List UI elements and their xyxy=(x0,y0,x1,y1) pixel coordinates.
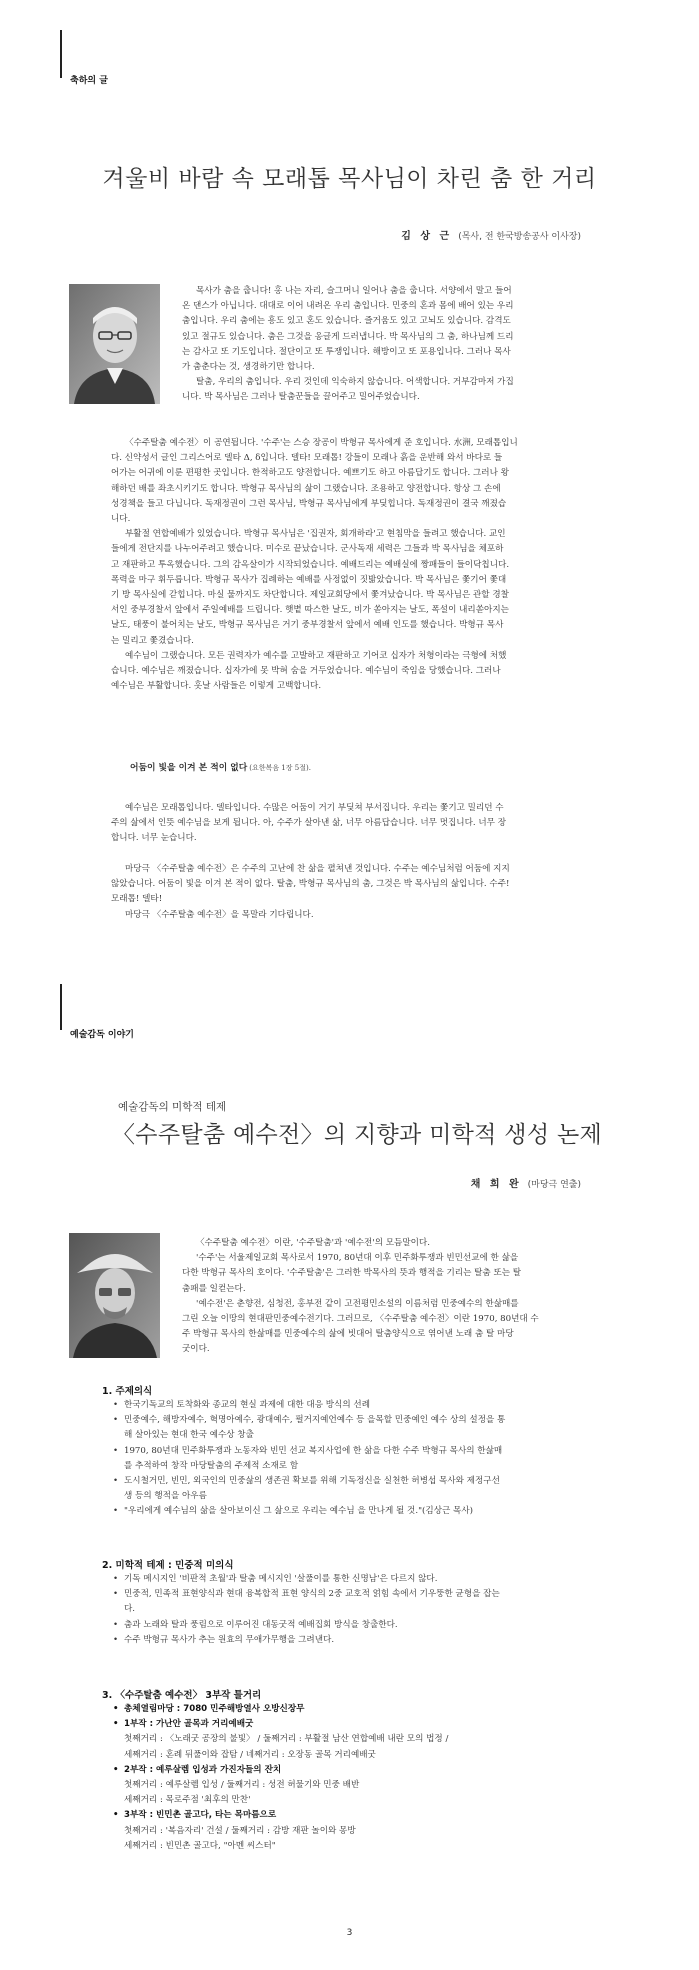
quote-ref: (요한복음 1장 5절). xyxy=(249,764,311,772)
body-line: 날도, 태풍이 불어치는 날도, 박형규 목사님은 거기 중부경찰서 앞에서 예배 인도를 했습니다. 박형규 목사 xyxy=(111,620,504,631)
part-detail: 세째거리 : 혼례 뒤풀이와 잡탐 / 네째거리 : 오장동 골목 거리예배굿 xyxy=(124,1749,376,1760)
part-detail: 세째거리 : 빈민촌 골고다, "아멘 씨스터" xyxy=(124,1840,276,1851)
bullet-text: 1970, 80년대 민주화투쟁과 노동자와 빈민 선교 복지사업에 한 삶을 다한 수주 박형규 목사의 한삶매 xyxy=(124,1445,503,1456)
heading-aesthetic: 2. 미학적 테제 : 민중적 미의식 xyxy=(102,1560,234,1571)
bullet-item xyxy=(113,1398,633,1413)
body-line: 어가는 어귀에 이룬 편평한 곳입니다. 한적하고도 양전합니다. 예쁘기도 하고 아름답기도 합니다. 그러나 왕 xyxy=(111,468,509,479)
section2-author-role: (마당극 연출) xyxy=(527,1180,581,1190)
section1-intro xyxy=(182,284,622,406)
bullet-text: 춤과 노래와 탈과 풍림으로 이루어진 대동굿적 예배집회 방식을 창출한다. xyxy=(124,1619,398,1630)
part-heading: • 3부작 : 빈민촌 골고다, 타는 목마름으로 xyxy=(113,1808,633,1823)
section1-body-c xyxy=(111,862,631,923)
body-line: 합니다. 너무 눈습니다. xyxy=(111,833,197,844)
section2-intro xyxy=(182,1236,622,1358)
body-line: 니다. xyxy=(111,514,131,525)
body-line: 않았습니다. 어둠이 빛을 이겨 본 적이 없다. 탈춤, 박형규 목사님의 춤, 그것은 박 목사님의 삶입니다. 수주! xyxy=(111,879,510,890)
intro-line: '수주'는 서울제일교회 목사로서 1970, 80년대 이후 민주화투쟁과 빈민선교에 한 삶을 xyxy=(196,1253,519,1264)
body-line: 마당극 〈수주탈춤 예수전〉은 수주의 고난에 찬 삶을 펼쳐낸 것입니다. 수주는 예수님처럼 어둠에 지지 xyxy=(125,864,510,874)
body-line: 서인 중부경찰서 앞에서 주일예배를 드립니다. 햇볕 따스한 날도, 비가 쏟아지는 날도, 폭설이 내리쏟아지는 xyxy=(111,605,509,616)
bullet-text: "우리에게 예수님의 삶을 살아보이신 그 삶으로 우리는 예수님 을 만나게 될 것."(김상근 목사) xyxy=(124,1506,473,1517)
intro-line: 니다. 박 목사님은 그러나 탈춤꾼들을 끌어주고 밀어주었습니다. xyxy=(182,392,420,403)
body-line: 폭력을 마구 휘두릅니다. 박형규 목사가 집례하는 예배를 사정없이 짓밟았습니다. 박 목사님은 쫓기어 쫓대 xyxy=(111,574,507,585)
section1-title: 겨울비 바람 속 모래톱 목사님이 차린 춤 한 거리 xyxy=(102,166,597,192)
heading-trilogy: 3. 〈수주탈춤 예수전〉 3부작 틀거리 xyxy=(102,1690,262,1701)
part-heading: • 2부작 : 예루살렘 입성과 가진자들의 잔치 xyxy=(113,1763,633,1778)
intro-line: 춤패를 일컫는다. xyxy=(182,1283,246,1294)
bullet-text: 를 추적하여 창작 마당탈춤의 주제적 소재로 함 xyxy=(124,1460,299,1471)
section1-body-b xyxy=(111,801,631,847)
body-line: 주의 삶에서 인뜻 예수님을 보게 됩니다. 아, 수주가 살아낸 삶, 너무 아름답습니다. 너무 멋집니다. 너무 장 xyxy=(111,818,506,829)
section2-rule xyxy=(60,984,62,1030)
intro-line: '예수전'은 춘향전, 심청전, 홍부전 같이 고전평민소설의 이름처럼 민중예수의 한삶매를 xyxy=(196,1298,519,1309)
author-photo-chae xyxy=(69,1233,160,1358)
intro-line: 탈춤, 우리의 춤입니다. 우리 것인데 익숙하지 않습니다. 어색합니다. 거부감마저 가집 xyxy=(196,377,514,388)
bullet-text: 기독 메시지인 '비판적 초월'과 탈춤 메시지인 '살풀이를 통한 신명남'은 다르지 않다. xyxy=(124,1574,438,1584)
bullet-item xyxy=(113,1474,633,1504)
intro-line: 〈수주탈춤 예수전〉이란, '수주탈춤'과 '예수전'의 모듬말이다. xyxy=(196,1238,430,1248)
intro-line: 있고 절규도 있습니다. 춤은 그것을 옹글게 드러냅니다. 박 목사님의 그 춤, 하나님께 드리 xyxy=(182,331,514,342)
intro-line: 그린 오늘 이땅의 현대판민중예수전기다. 그러므로, 〈수주탈춤 예수전〉이란 1970, 80년대 수 xyxy=(182,1314,539,1325)
body-line: 해하던 배를 좌초시키기도 합니다. 박형규 목사님의 삶이 그랬습니다. 조용하고 양전합니다. 항상 그 손에 xyxy=(111,483,501,494)
body-line: 〈수주탈춤 예수전〉이 공연됩니다. '수주'는 스승 장공이 박형규 목사에게 준 호입니다. 水洲, 모래톱입니 xyxy=(125,438,518,448)
body-line: 모래톱! 델타! xyxy=(111,894,163,905)
intro-line: 온 댄스가 아닙니다. 대대로 이어 내려온 우리 춤입니다. 민중의 혼과 몸에 배어 있는 우리 xyxy=(182,301,514,312)
section1-rule xyxy=(60,30,62,78)
section1-body-a xyxy=(111,436,631,694)
quote-text: 어둠이 빛을 이겨 본 적이 없다 xyxy=(130,763,248,773)
bullets-trilogy xyxy=(113,1702,633,1854)
intro-line: 주 박형규 목사의 한삶매를 민중예수의 삶에 빗대어 탈춤양식으로 엮어낸 노래 춤 탈 마당 xyxy=(182,1329,514,1340)
part-detail: 첫째거리 : 예루살렘 입성 / 둘째거리 : 성전 허물기와 민중 배반 xyxy=(124,1780,360,1791)
bullet-item xyxy=(113,1587,633,1617)
bullet-text: 생 등의 행적을 아우름 xyxy=(124,1491,207,1502)
intro-line: 목사가 춤을 춥니다! 홍 나는 자리, 슬그머니 일어나 춤을 춥니다. 서양에서 말고 들어 xyxy=(196,286,512,296)
part-heading: • 총체열림마당 : 7080 민주해방열사 오방신장무 xyxy=(113,1702,633,1717)
body-line: 다. 신약성서 글인 그리스어로 델타 Δ, δ입니다. 델타! 모래톱! 강들이 모래나 흙을 운반해 와서 바다로 들 xyxy=(111,453,503,464)
intro-line: 는 감사고 또 기도입니다. 절단이고 또 투쟁입니다. 해방이고 또 포용입니다. 그러나 목사 xyxy=(182,346,511,357)
bullet-item xyxy=(113,1444,633,1474)
bullet-text: 도시철거민, 빈민, 외국인의 민중삶의 생존권 확보를 위해 기독정신을 실천한 허병섭 목사와 제정구선 xyxy=(124,1476,500,1487)
body-line: 부활절 연합예배가 있었습니다. 박형규 목사님은 '집권자, 회개하라'고 현침막을 들려고 했습니다. 교인 xyxy=(125,529,506,540)
body-line: 예수님은 모래톱입니다. 델타입니다. 수많은 어둠이 거기 부딪쳐 부서집니다. 우리는 쫓기고 밀리던 수 xyxy=(125,803,504,813)
section2-author: 채 희 완 xyxy=(470,1179,522,1190)
body-line: 고 재판하고 투옥했습니다. 그의 감옥살이가 시작되었습니다. 예배드리는 예배실에 짱패들이 들이닥칩니다. xyxy=(111,559,510,570)
author-photo-kim xyxy=(69,284,160,404)
bullet-text: 다. xyxy=(124,1604,136,1615)
bullet-item xyxy=(113,1572,633,1587)
intro-line: 가 춤춘다는 것, 생경하기만 합니다. xyxy=(182,362,315,373)
body-line: 들에게 전단지를 나누어주려고 했습니다. 미수로 끝났습니다. 군사독재 세력은 그들과 박 목사님을 체포하 xyxy=(111,544,504,555)
part-detail: 첫째거리 : '복음자리' 건설 / 둘째거리 : 감방 재판 놀이와 몽방 xyxy=(124,1825,356,1836)
section1-byline xyxy=(401,227,581,242)
bullet-text: 민중적, 민족적 표현양식과 현대 융복합적 표현 양식의 2중 교호적 얽힘 속에서 기우뚱한 균형을 잡는 xyxy=(124,1589,500,1600)
body-line: 기 방 목사실에 갇힙니다. 마실 물까지도 차단합니다. 제일교회당에서 쫓겨났습니다. 박 목사님은 관할 경찰 xyxy=(111,590,509,601)
section2-subtitle: 예술감독의 미학적 테제 xyxy=(118,1101,227,1113)
bullet-item xyxy=(113,1413,633,1443)
bullet-item xyxy=(113,1504,633,1519)
body-line: 예수님은 부활합니다. 홋날 사람들은 이렇게 고백합니다. xyxy=(111,681,322,692)
section1-author-role: (목사, 전 한국방송공사 이사장) xyxy=(458,232,581,242)
heading-theme: 1. 주제의식 xyxy=(102,1386,153,1397)
bullet-item xyxy=(113,1633,633,1648)
body-line: 성경책을 들고 다닙니다. 독재정권이 그런 목사님, 박형규 목사님에게 부딪힙니다. 독재정권이 결국 깨졌습 xyxy=(111,498,507,509)
bullets-theme xyxy=(113,1398,633,1520)
body-line: 마당극 〈수주탈춤 예수전〉을 목말라 기다립니다. xyxy=(125,909,314,920)
intro-line: 춤입니다. 우리 춤에는 흥도 있고 혼도 있습니다. 즐거움도 있고 고뇌도 있습니다. 감격도 xyxy=(182,316,511,327)
body-line: 습니다. 예수님은 깨졌습니다. 십자가에 못 박혀 숨을 거두었습니다. 예수님이 죽임을 당했습니다. 그러나 xyxy=(111,666,501,677)
section2-byline xyxy=(471,1175,581,1190)
bullet-text: 수주 박형규 목사가 추는 원효의 무애가무행을 그려낸다. xyxy=(124,1634,335,1645)
intro-line: 다한 박형규 목사의 호이다. '수주탈춤'은 그러한 박목사의 뜻과 행적을 기리는 탈춤 또는 탈 xyxy=(182,1268,522,1279)
section2-label: 예술감독 이야기 xyxy=(70,1030,134,1040)
bullet-item xyxy=(113,1618,633,1633)
part-detail: 세째거리 : 목로주점 '최후의 만찬' xyxy=(124,1795,251,1806)
intro-line: 굿이다. xyxy=(182,1344,210,1355)
section1-quote xyxy=(130,760,311,773)
bullet-text: 민중예수, 해방자예수, 혁명아예수, 광대예수, 펄거지예언예수 등 을목할 민중예인 예수 상의 설정을 통 xyxy=(124,1415,506,1426)
section1-author: 김 상 근 xyxy=(401,231,453,242)
bullet-text: 해 살아있는 현대 한국 예수상 창출 xyxy=(124,1430,254,1441)
part-detail: 첫째거리 : 〈노래굿 공장의 불빛〉 / 둘째거리 : 부활절 남산 연합예배 내란 모의 법정 / xyxy=(124,1734,449,1745)
part-heading: • 1부작 : 가난안 골목과 거리예배굿 xyxy=(113,1717,633,1732)
section2-title: 〈수주탈춤 예수전〉의 지향과 미학적 생성 논제 xyxy=(112,1122,602,1148)
bullets-aesthetic xyxy=(113,1572,633,1648)
body-line: 예수님이 그랬습니다. 모든 권력자가 예수를 고발하고 재판하고 기어코 십자가 처형이라는 극형에 처했 xyxy=(125,650,507,661)
page-number: 3 xyxy=(346,1928,353,1938)
body-line: 는 밀리고 쫓겼습니다. xyxy=(111,635,194,646)
bullet-text: 한국기독교의 토착화와 종교의 현실 과제에 대한 대응 방식의 선례 xyxy=(124,1400,370,1410)
section1-label: 축하의 글 xyxy=(70,76,108,86)
